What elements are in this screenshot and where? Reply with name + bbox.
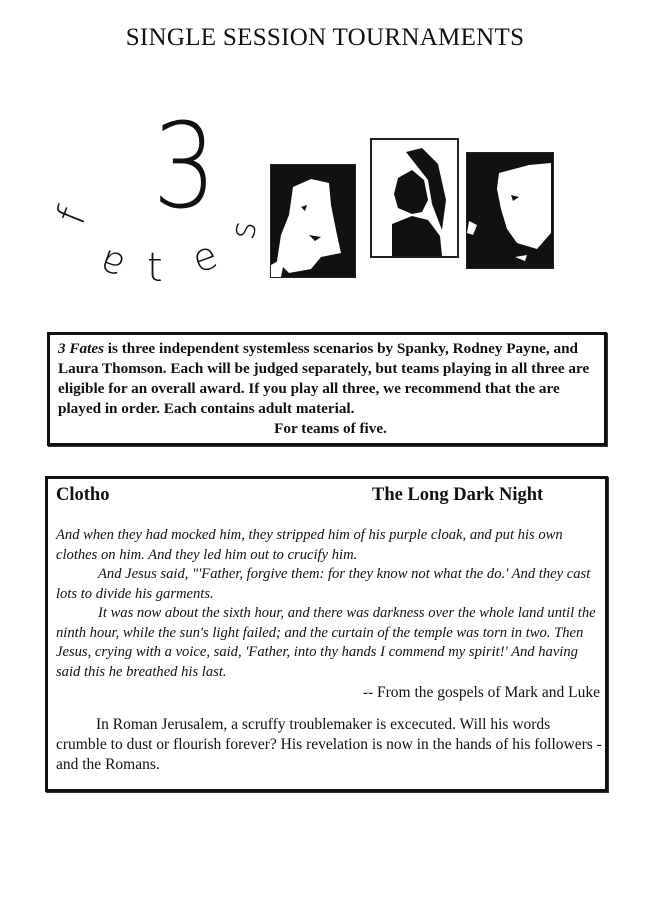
quote-paragraph: And when they had mocked him, they stripped him of his purple cloak, and put his own clothes on him. And they led him out to crucify him. [56,527,563,563]
intro-box [47,332,607,446]
scenario-name: Clotho [56,485,110,505]
intro-text [58,339,603,439]
intro-description: is three independent systemless scenarios by Spanky, Rodney Payne, and Laura Thomson. Each will be judged separately, but teams playing in all three are eligible for an overall award. If you play all three, we recommend that the are played in order. Each contains adult material. [58,340,590,417]
scenario-blurb: In Roman Jerusalem, a scruffy troublemaker is excecuted. Will his words crumble to dust or flourish forever? His revelation is now in the hands of his followers - and the Romans. [56,716,602,773]
logo-numeral: 3 [152,97,217,235]
quote-paragraph: And Jesus said, "'Father, forgive them: for they know not what the do.' And they cast lots to divide his garments. [56,566,591,602]
scenario-title: The Long Dark Night [372,485,544,505]
scripture-quote [56,526,602,703]
logo-letter-t: t [147,245,163,291]
logo-letter-e: e [186,232,224,282]
fate-portrait-3 [466,152,554,269]
page-title: SINGLE SESSION TOURNAMENTS [125,24,525,51]
logo-letter-a: a [93,240,131,290]
fate-portrait-1 [270,164,356,278]
logo-letter-f: f [48,200,97,232]
portrait-face-icon [467,153,553,268]
intro-title: 3 Fates [58,340,104,357]
portrait-silhouette-icon [372,140,457,256]
quote-paragraph: It was now about the sixth hour, and there was darkness over the whole land until the ninth hour, while the sun's light failed; and the curtain of the temple was torn in two. Then Jesus, crying with a voice, said, 'Father, into thy hands I commend my spirit!' And having said this he breathed his last. [56,605,596,680]
portrait-face-icon [271,165,355,277]
scenario-box [45,476,608,792]
quote-attribution: -- From the gospels of Mark and Luke [362,684,600,701]
team-size-note: For teams of five. [274,420,387,437]
scenario-header [56,485,596,511]
fate-portrait-2 [370,138,459,258]
logo-letter-s: s [222,217,266,243]
